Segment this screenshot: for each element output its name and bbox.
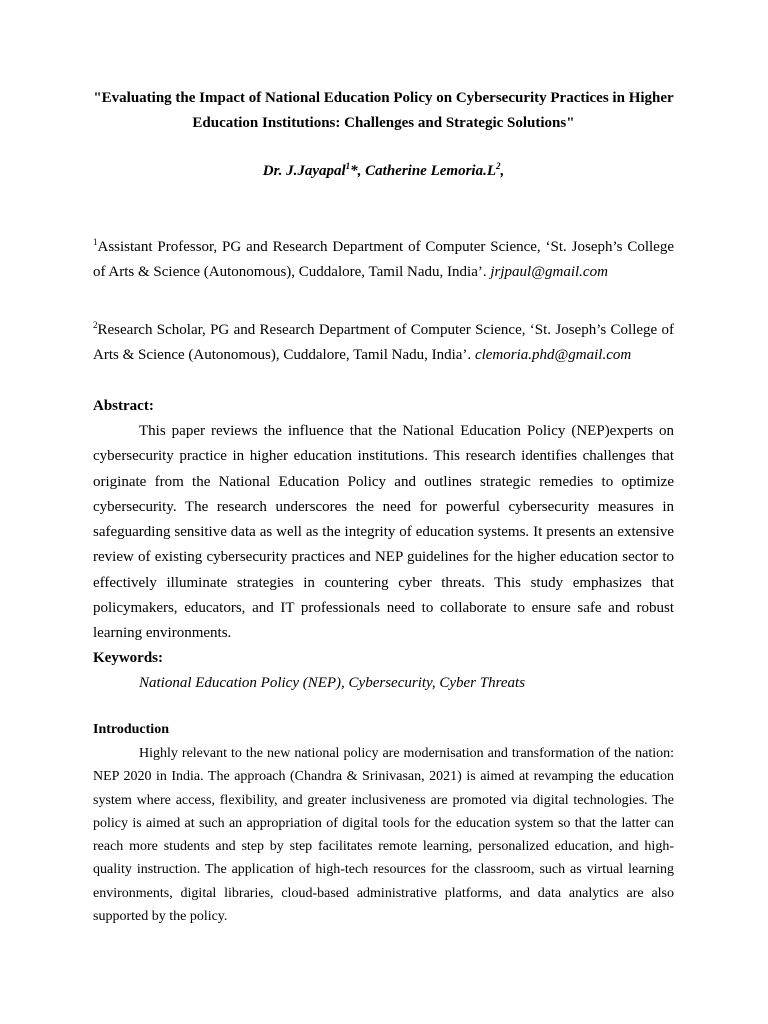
abstract-body: This paper reviews the influence that the National Education Policy (NEP)experts on cybersecurity practice in higher education institutions. This research identifies challenges that originate from the National Education Policy and outlines strategic remedies to optimize cybersecurity. The research underscores the need for powerful cybersecurity measures in safeguarding sensitive data as well as the integrity of education systems. It presents an extensive review of existing cybersecurity practices and NEP guidelines for the higher education sector to effectively illuminate strategies in countering cyber threats. This study emphasizes that policymakers, educators, and IT professionals need to collaborate to ensure safe and robust learning environments. [93, 423, 674, 642]
paper-title: "Evaluating the Impact of National Education Policy on Cybersecurity Practices in Higher Education Institutions: Challenges and Strategic Solutions" [93, 90, 674, 131]
author-line [93, 160, 674, 182]
introduction-heading: Introduction [93, 722, 169, 737]
author-2-affiliation-marker: 2 [496, 161, 501, 171]
affiliation-1-email: jrjpaul@gmail.com [490, 264, 608, 280]
affiliation-1-marker: 1 [93, 237, 98, 247]
author-2-name: Catherine Lemoria.L [365, 163, 496, 179]
affiliation-2-marker: 2 [93, 320, 98, 330]
affiliation-2 [93, 318, 674, 368]
author-line-comma: , [500, 163, 505, 179]
abstract-heading: Abstract: [93, 398, 154, 414]
introduction-body: Highly relevant to the new national policy are modernisation and transformation of the nation: NEP 2020 in India. The approach (Chandra & Srinivasan, 2021) is aimed at revamping the education system where access, flexibility, and greater inclusiveness are promoted via digital technologies. The policy is aimed at such an appropriation of digital tools for the education system so that the latter can reach more students and step by step facilitates remote learning, personalized education, and high-quality instruction. The application of high-tech resources for the classroom, such as virtual learning environments, digital libraries, cloud-based administrative platforms, and data analytics are also supported by the policy. [93, 746, 674, 925]
affiliation-1-text: Assistant Professor, PG and Research Department of Computer Science, ‘St. Joseph’s College of Arts & Science (Autonomous), Cuddalore, Tamil Nadu, India’. [93, 239, 674, 280]
author-1-name: Dr. J.Jayapal [262, 163, 346, 179]
affiliation-2-email: clemoria.phd@gmail.com [474, 347, 632, 363]
keywords-list: National Education Policy (NEP), Cybersecurity, Cyber Threats [139, 675, 526, 691]
author-1-affiliation-marker: 1 [345, 161, 351, 171]
keywords-heading: Keywords: [93, 650, 163, 666]
corresponding-author-mark: *, [350, 163, 366, 179]
affiliation-1 [93, 235, 674, 285]
affiliation-2-text: Research Scholar, PG and Research Department of Computer Science, ‘St. Joseph’s College of Arts & Science (Autonomous), Cuddalore, Tamil Nadu, India’. [93, 322, 674, 363]
